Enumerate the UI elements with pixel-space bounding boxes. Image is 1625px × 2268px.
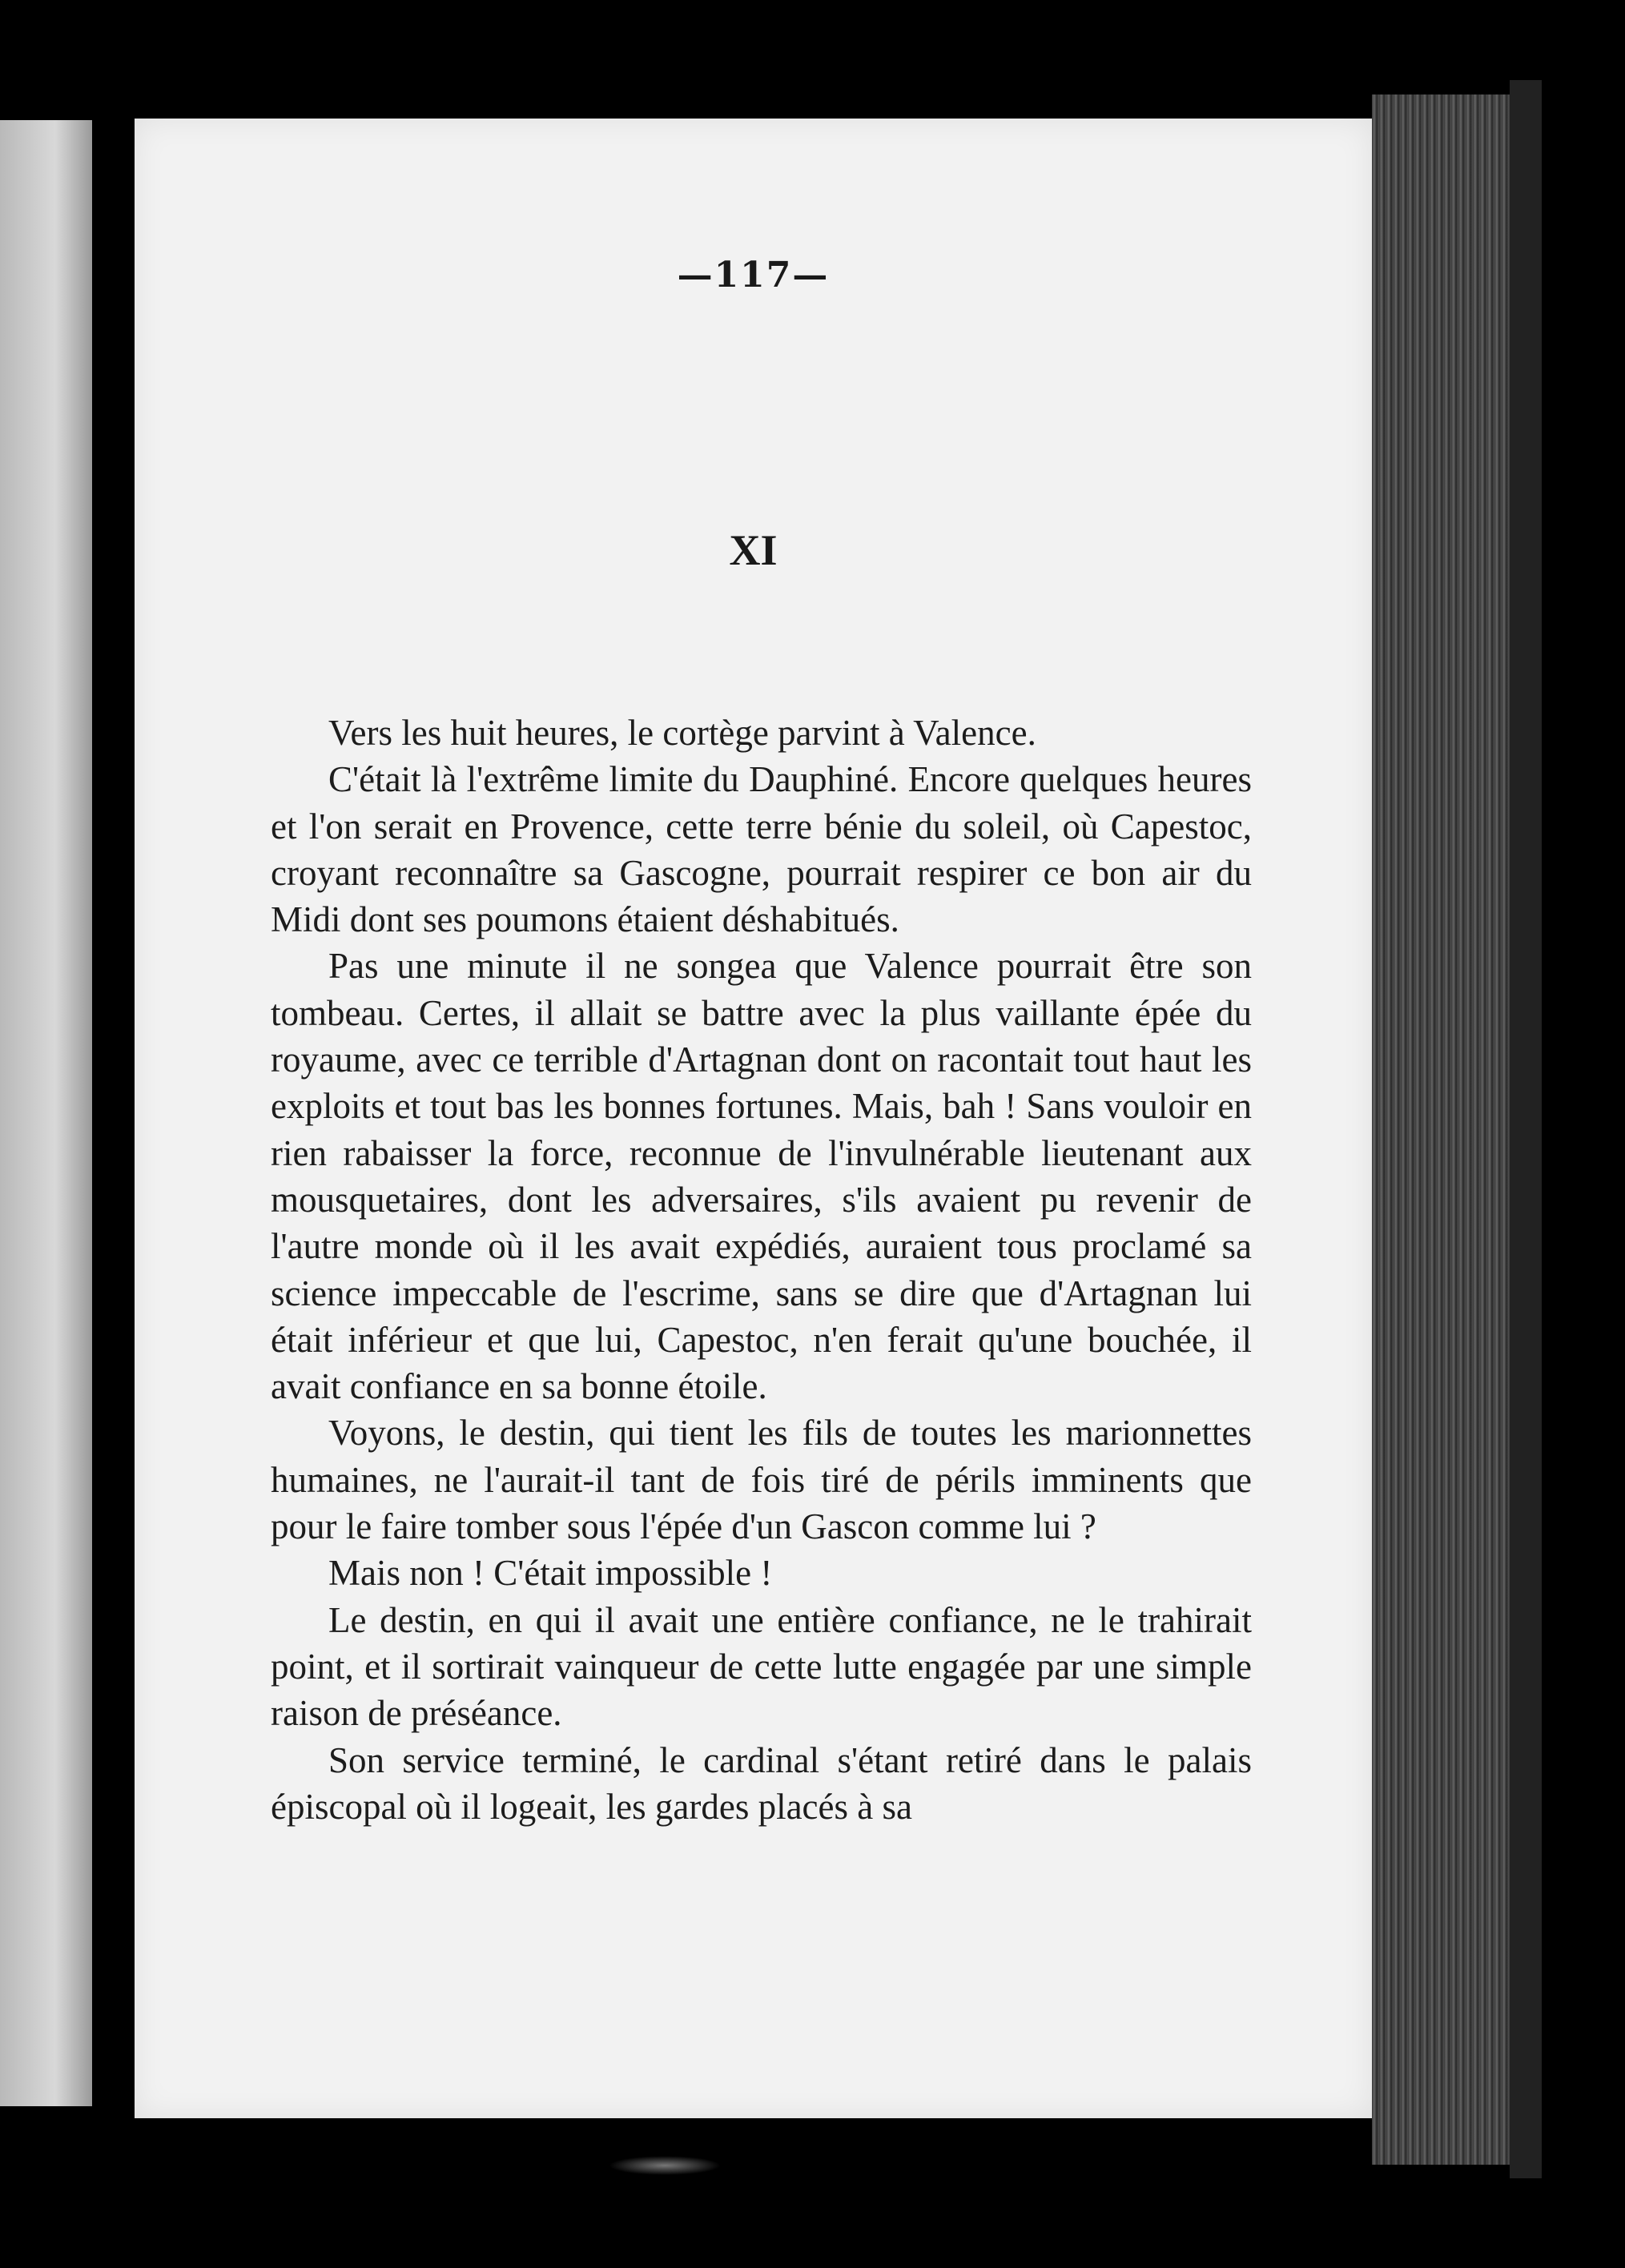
paragraph: Pas une minute il ne songea que Valence pourrait être son tombeau. Certes, il allait se battre avec la plus vaillante épée du royaume, avec ce terrible d'Artagnan dont on racontait tout haut les exploits et tout bas les bonnes fortunes. Mais, bah ! Sans vouloir en rien rabaisser la force, reconnue de l'invulnérable lieutenant aux mousquetaires, dont les adversaires, s'ils avaient pu revenir de l'autre monde où il les avait expédiés, auraient tous proclamé sa science impeccable de l'escrime, sans se dire que d'Artagnan lui était inférieur et que lui, Capestoc, n'en ferait qu'une bouchée, il avait confiance en sa bonne étoile. (271, 946, 1252, 1407)
adjacent-page-edge (0, 120, 92, 2106)
body-text (271, 710, 1252, 1830)
book-page (135, 119, 1372, 2118)
paragraph: Vers les huit heures, le cortège parvint à Valence. (328, 713, 1036, 753)
book-spine-shadow (1510, 80, 1542, 2178)
scan-smudge (609, 2156, 721, 2175)
paragraph: Voyons, le destin, qui tient les fils de toutes les marionnettes humaines, ne l'aurait-il tant de fois tiré de périls imminents que pour le faire tomber sous l'épée d'un Gascon comme lui ? (271, 1413, 1252, 1547)
page-stack-edges (1372, 94, 1510, 2165)
page-number: —117— (677, 255, 830, 296)
paragraph: Mais non ! C'était impossible ! (328, 1553, 773, 1594)
paragraph: C'était là l'extrême limite du Dauphiné. Encore quelques heures et l'on serait en Provence, cette terre bénie du soleil, où Capestoc, croyant reconnaître sa Gascogne, pourrait respirer ce bon air du Midi dont ses poumons étaient déshabitués. (271, 759, 1252, 940)
paragraph: Son service terminé, le cardinal s'étant retiré dans le palais épiscopal où il logeait, les gardes placés à sa (271, 1739, 1252, 1827)
chapter-heading: XI (729, 526, 778, 574)
paragraph: Le destin, en qui il avait une entière confiance, ne le trahirait point, et il sortirait vainqueur de cette lutte engagée par une simple raison de préséance. (271, 1599, 1252, 1734)
